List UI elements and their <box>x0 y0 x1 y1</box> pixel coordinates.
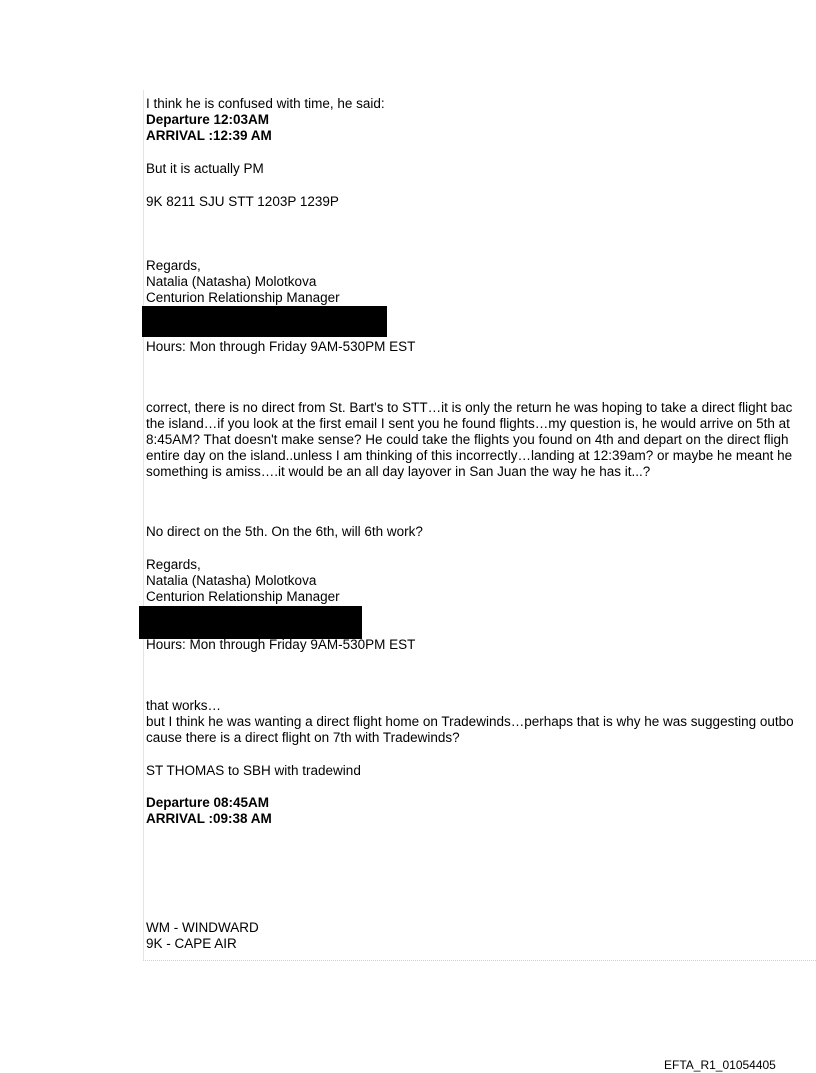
sig2-role: Centurion Relationship Manager <box>146 589 340 604</box>
code-cape-air: 9K - CAPE AIR <box>146 936 237 951</box>
route-text: ST THOMAS to SBH with tradewind <box>146 763 361 778</box>
intro-text: I think he is confused with time, he said: <box>146 96 385 111</box>
sig2-hours: Hours: Mon through Friday 9AM-530PM EST <box>146 637 416 652</box>
code-windward: WM - WINDWARD <box>146 920 259 935</box>
no-direct-text: No direct on the 5th. On the 6th, will 6th work? <box>146 524 423 539</box>
body-line-1: correct, there is no direct from St. Bart's to STT…it is only the return he was hoping to take a direct flight bac <box>146 400 793 415</box>
sig1-hours: Hours: Mon through Friday 9AM-530PM EST <box>146 339 416 354</box>
sig2-regards: Regards, <box>146 557 201 572</box>
reply-line-3: cause there is a direct flight on 7th with Tradewinds? <box>146 730 460 745</box>
redaction-block-1 <box>142 306 387 337</box>
body-line-2: the island…if you look at the first email I sent you he found flights…my question is, he would arrive on 5th at <box>146 416 790 431</box>
actual-pm-text: But it is actually PM <box>146 161 264 176</box>
sig2-name: Natalia (Natasha) Molotkova <box>146 573 317 588</box>
arrival-time-1: ARRIVAL :12:39 AM <box>146 128 272 143</box>
flight-detail: 9K 8211 SJU STT 1203P 1239P <box>146 194 339 209</box>
bates-number: EFTA_R1_01054405 <box>664 1058 776 1072</box>
body-line-3: 8:45AM? That doesn't make sense? He could take the flights you found on 4th and depart on the direct fligh <box>146 432 789 447</box>
sig1-regards: Regards, <box>146 258 201 273</box>
sig1-role: Centurion Relationship Manager <box>146 290 340 305</box>
body-line-5: something is amiss….it would be an all day layover in San Juan the way he has it...? <box>146 464 651 479</box>
arrival-time-2: ARRIVAL :09:38 AM <box>146 811 272 826</box>
sig1-name: Natalia (Natasha) Molotkova <box>146 274 317 289</box>
redaction-block-2 <box>139 606 362 639</box>
body-line-4: entire day on the island..unless I am thinking of this incorrectly…landing at 12:39am? or maybe he meant he <box>146 448 793 463</box>
departure-time-2: Departure 08:45AM <box>146 795 270 810</box>
reply-line-1: that works… <box>146 698 222 713</box>
departure-time-1: Departure 12:03AM <box>146 112 270 127</box>
reply-line-2: but I think he was wanting a direct flight home on Tradewinds…perhaps that is why he was suggesting outbo <box>146 714 794 729</box>
